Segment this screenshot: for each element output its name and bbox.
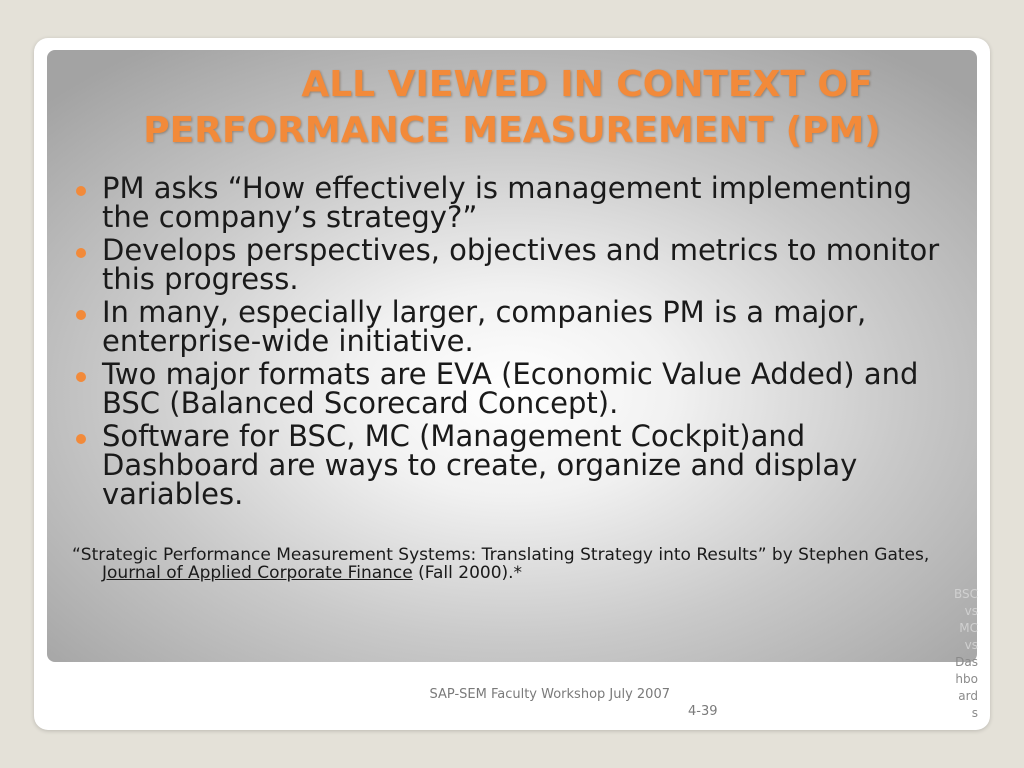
bullet-item xyxy=(72,357,962,420)
bullet-text: PM asks “How effectively is management implementing the company’s strategy?” xyxy=(102,171,912,234)
side-note-faded: BSC vs MC vs xyxy=(953,587,978,652)
bullet-item xyxy=(72,171,962,234)
slide-title-line-1: ALL VIEWED IN CONTEXT OF xyxy=(301,64,873,105)
citation-prefix: “Strategic Performance Measurement Systems: Translating Strategy into Results” by Stephen Gates, xyxy=(72,545,930,565)
bullet-dot-icon xyxy=(76,310,86,320)
bullet-dot-icon xyxy=(76,372,86,382)
bullet-text: In many, especially larger, companies PM is a major, enterprise-wide initiative. xyxy=(102,295,867,358)
bullet-text: Two major formats are EVA (Economic Value Added) and BSC (Balanced Scorecard Concept). xyxy=(102,357,919,420)
side-note xyxy=(940,586,978,722)
bullet-dot-icon xyxy=(76,186,86,196)
slide-title xyxy=(47,62,977,154)
page-number: 4-39 xyxy=(688,704,718,719)
citation-suffix: (Fall 2000).* xyxy=(412,563,523,583)
bullet-dot-icon xyxy=(76,434,86,444)
slide-title-line-2: PERFORMANCE MEASUREMENT (PM) xyxy=(143,110,881,151)
bullet-list xyxy=(72,171,962,513)
citation-journal-link[interactable]: Journal of Applied Corporate Finance xyxy=(102,563,413,583)
citation xyxy=(72,546,972,582)
bullet-item xyxy=(72,419,962,511)
bullet-text: Develops perspectives, objectives and metrics to monitor this progress. xyxy=(102,233,940,296)
footer-text: SAP-SEM Faculty Workshop July 2007 xyxy=(429,687,670,702)
bullet-item xyxy=(72,295,962,358)
side-note-visible: Das hbo ard s xyxy=(955,655,978,720)
bullet-dot-icon xyxy=(76,248,86,258)
bullet-text: Software for BSC, MC (Management Cockpit)and Dashboard are ways to create, organize and display variables. xyxy=(102,419,858,511)
bullet-item xyxy=(72,233,962,296)
